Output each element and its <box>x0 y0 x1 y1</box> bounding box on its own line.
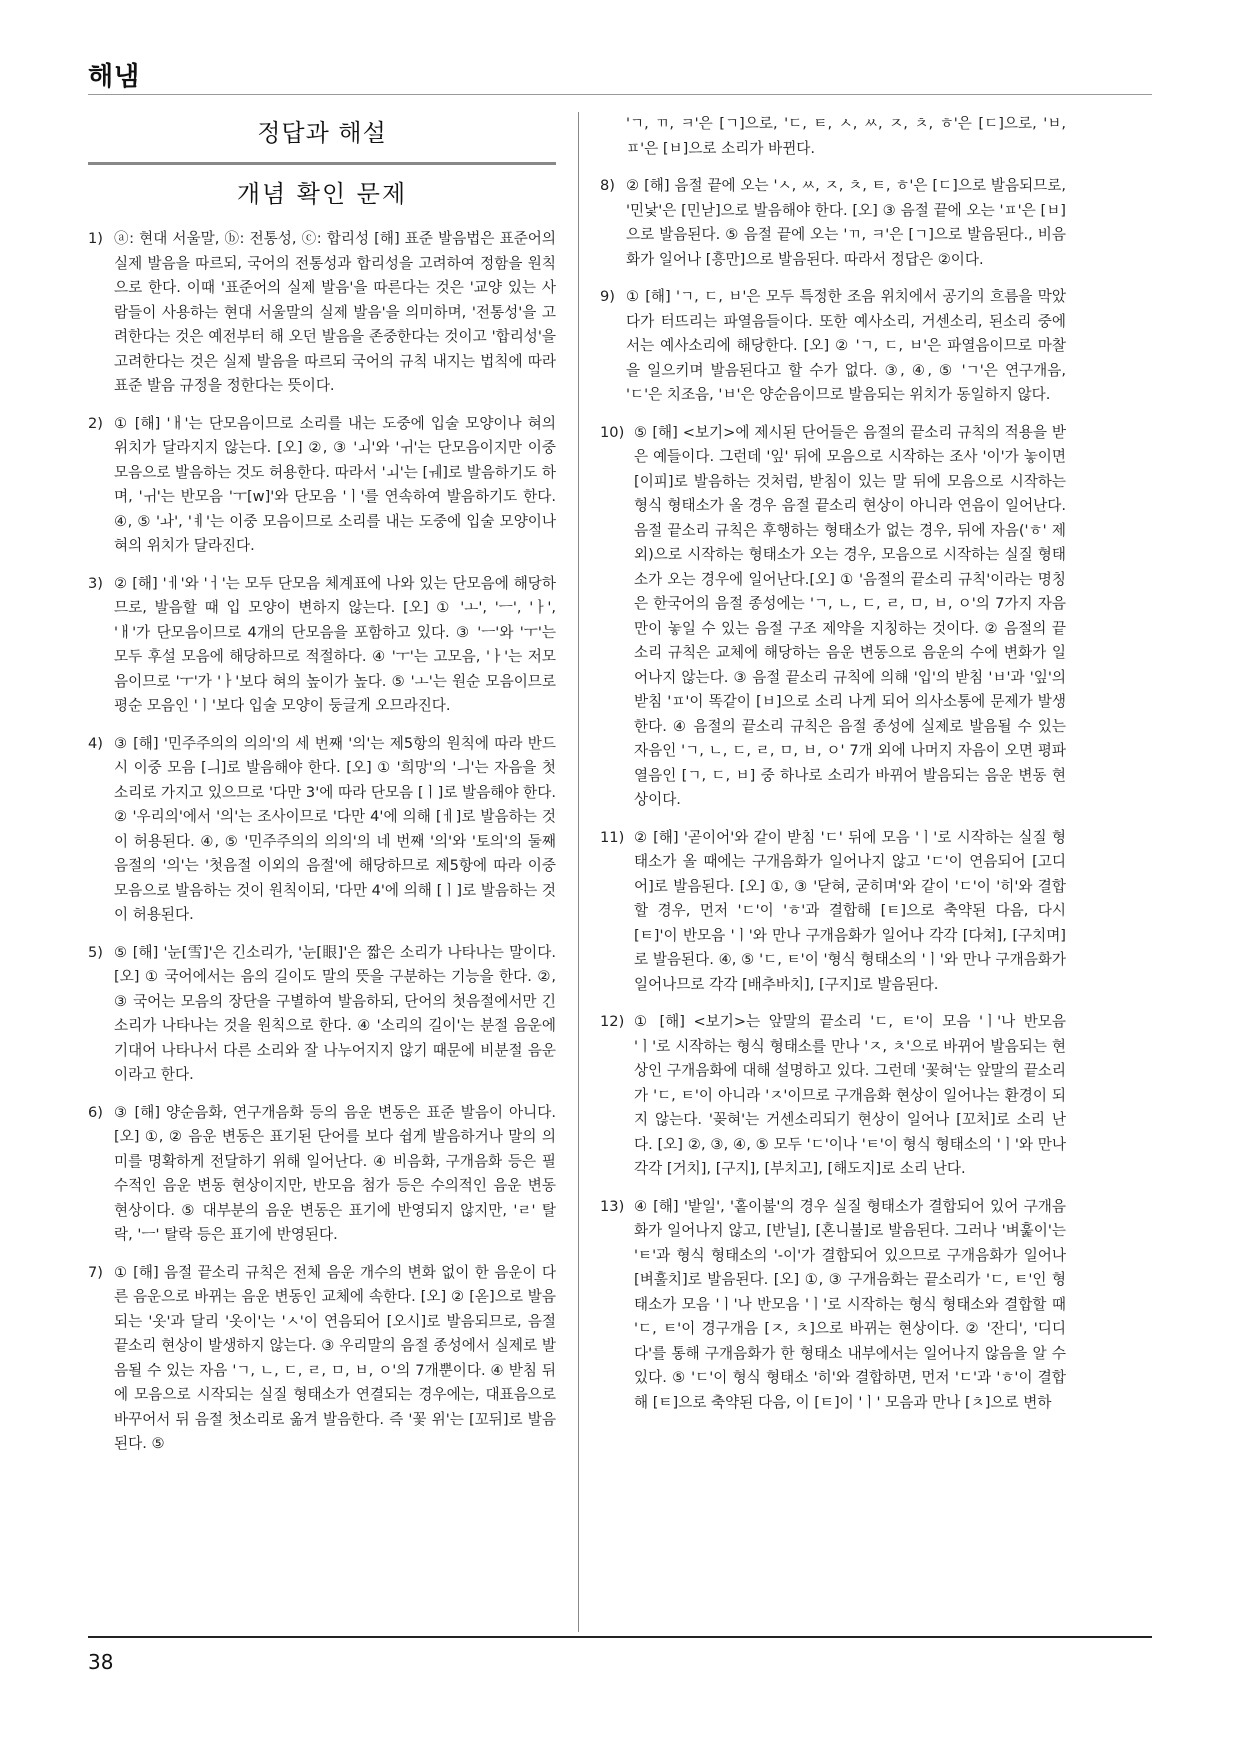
answer-text: ⑤ [해] '눈[雪]'은 긴소리가, '눈[眼]'은 짧은 소리가 나타나는 말이다. [오] ① 국어에서는 음의 길이도 말의 뜻을 구분하는 기능을 한다. ②, ③ 국어는 모음의 장단을 구별하여 발음하되, 단어의 첫음절에서만 긴소리가 나타나는 것을 원칙으로 한다. ④ '소리의 길이'는 분절 음운에 기대어 나타나서 다른 소리와 잘 나누어지지 않기 때문에 비분절 음운이라고 한다. <box>114 943 556 1083</box>
answer-text: ⓐ: 현대 서울말, ⓑ: 전통성, ⓒ: 합리성 [해] 표준 발음법은 표준어의 실제 발음을 따르되, 국어의 전통성과 합리성을 고려하여 정함을 원칙으로 한다. 이때 '표준어의 실제 발음'을 따른다는 것은 '교양 있는 사람들이 사용하는 현대 서울말의 실제 발음'을 의미하며, '전통성'을 고려한다는 것은 예전부터 해 오던 발음을 존중한다는 것이고 '합리성'을 고려한다는 것은 실제 발음을 따르되 국어의 규칙 내지는 법칙에 따라 표준 발음 규정을 정한다는 뜻이다. <box>114 230 556 394</box>
answer-item-6 <box>88 1101 556 1248</box>
answer-text: ① [해] <보기>는 앞말의 끝소리 'ㄷ, ㅌ'이 모음 'ㅣ'나 반모음 'ㅣ'로 시작하는 형식 형태소를 만나 'ㅈ, ㅊ'으로 바뀌어 발음되는 현상인 구개음화에 대해 설명하고 있다. 그런데 '꽃혀'는 앞말의 끝소리가 'ㄷ, ㅌ'이 아니라 'ㅈ'이므로 구개음화 현상이 일어나는 환경이 되지 않는다. '꽂혀'는 거센소리되기 현상이 일어나 [꼬처]로 소리 난다. [오] ②, ③, ④, ⑤ 모두 'ㄷ'이나 'ㅌ'이 형식 형태소의 'ㅣ'와 만나 각각 [거치], [구지], [부치고], [해도지]로 소리 난다. <box>634 1013 1066 1177</box>
answer-item-2 <box>88 412 556 559</box>
publisher-brand: 해냄 <box>88 62 141 92</box>
answer-text: ① [해] 음절 끝소리 규칙은 전체 음운 개수의 변화 없이 한 음운이 다른 음운으로 바뀌는 음운 변동인 교체에 속한다. [오] ② [옫]으로 발음되는 '옷'과 달리 '옷이'는 'ㅅ'이 연음되어 [오시]로 발음되므로, 음절 끝소리 현상이 발생하지 않는다. ③ 우리말의 음절 종성에서 실제로 발음될 수 있는 자음 'ㄱ, ㄴ, ㄷ, ㄹ, ㅁ, ㅂ, ㅇ'의 7개뿐이다. ④ 받침 뒤에 모음으로 시작되는 실질 형태소가 연결되는 경우에는, 대표음으로 바꾸어서 뒤 음절 첫소리로 옮겨 발음한다. 즉 '꽃 위'는 [꼬뒤]로 발음된다. ⑤ <box>114 1263 556 1452</box>
answer-item-13 <box>600 1195 1066 1416</box>
answer-number: 1) <box>88 230 103 247</box>
section-title-underline <box>88 162 556 165</box>
answer-number: 2) <box>88 414 103 432</box>
answer-item-5 <box>88 941 556 1088</box>
answer-text: ③ [해] '민주주의의 의의'의 세 번째 '의'는 제5항의 원칙에 따라 반드시 이중 모음 [ㅢ]로 발음해야 한다. [오] ① '희망'의 'ㅢ'는 자음을 첫소리로 가지고 있으므로 '다만 3'에 따라 단모음 [ㅣ]로 발음해야 한다. ② '우리의'에서 '의'는 조사이므로 '다만 4'에 의해 [ㅔ]로 발음하는 것이 허용된다. ④, ⑤ '민주주의의 의의'의 네 번째 '의'와 '토의'의 둘째 음절의 '의'는 '첫음절 이외의 음절'에 해당하므로 제5항에 따라 이중 모음으로 발음하는 것이 원칙이되, '다만 4'에 의해 [ㅣ]로 발음하는 것이 허용된다. <box>114 734 556 923</box>
column-divider <box>578 112 579 1632</box>
answer-number: 12) <box>600 1013 625 1030</box>
answer-item-10 <box>600 421 1066 813</box>
subsection-title: 개념 확인 문제 <box>236 180 408 208</box>
footer-divider <box>88 1636 1152 1638</box>
answer-text: ② [해] 'ㅔ'와 'ㅓ'는 모두 단모음 체계표에 나와 있는 단모음에 해당하므로, 발음할 때 입 모양이 변하지 않는다. [오] ① 'ㅗ', 'ㅡ', 'ㅏ', 'ㅐ'가 단모음이므로 4개의 단모음을 포함하고 있다. ③ 'ㅡ'와 'ㅜ'는 모두 후설 모음에 해당하므로 적절하다. ④ 'ㅜ'는 고모음, 'ㅏ'는 저모음이므로 'ㅜ'가 'ㅏ'보다 혀의 높이가 높다. ⑤ 'ㅗ'는 원순 모음이므로 평순 모음인 'ㅣ'보다 입술 모양이 둥글게 오므라진다. <box>114 574 556 714</box>
answer-number: 6) <box>88 1103 103 1121</box>
answer-text: ① [해] 'ㄱ, ㄷ, ㅂ'은 모두 특정한 조음 위치에서 공기의 흐름을 막았다가 터뜨리는 파열음들이다. 또한 예사소리, 거센소리, 된소리 중에서는 예사소리에 해당한다. [오] ② 'ㄱ, ㄷ, ㅂ'은 파열음이므로 마찰을 일으키며 발음된다고 할 수가 없다. ③, ④, ⑤ 'ㄱ'은 연구개음, 'ㄷ'은 치조음, 'ㅂ'은 양순음이므로 발음되는 위치가 동일하지 않다. <box>626 288 1066 403</box>
answer-text: ② [해] 음절 끝에 오는 'ㅅ, ㅆ, ㅈ, ㅊ, ㅌ, ㅎ'은 [ㄷ]으로 발음되므로, '민낯'은 [민낟]으로 발음해야 한다. [오] ③ 음절 끝에 오는 'ㅍ'은 [ㅂ]으로 발음된다. ⑤ 음절 끝에 오는 'ㄲ, ㅋ'은 [ㄱ]으로 발음된다., 비음화가 일어나 [흥만]으로 발음된다. 따라서 정답은 ②이다. <box>626 177 1066 268</box>
answer-item-4 <box>88 732 556 928</box>
answer-item-9 <box>600 285 1066 408</box>
page-number: 38 <box>88 1650 114 1674</box>
answer-item-3 <box>88 572 556 719</box>
answer-item-12 <box>600 1010 1066 1182</box>
answer-number: 5) <box>88 943 103 961</box>
answer-number: 10) <box>600 423 625 441</box>
answer-number: 7) <box>88 1263 103 1281</box>
answer-number: 4) <box>88 734 103 752</box>
answer-number: 11) <box>600 828 625 846</box>
answer-item-8 <box>600 174 1066 272</box>
answer-item-11 <box>600 826 1066 998</box>
answer-text: ⑤ [해] <보기>에 제시된 단어들은 음절의 끝소리 규칙의 적용을 받은 예들이다. 그런데 '잎' 뒤에 모음으로 시작하는 조사 '이'가 놓이면 [이피]로 발음하는 것처럼, 받침이 있는 말 뒤에 모음으로 시작하는 형식 형태소가 올 경우 음절 끝소리 현상이 아니라 연음이 일어난다. 음절 끝소리 규칙은 후행하는 형태소가 없는 경우, 뒤에 자음('ㅎ' 제외)으로 시작하는 형태소가 오는 경우, 모음으로 시작하는 실질 형태소가 오는 경우에 일어난다.[오] ① '음절의 끝소리 규칙'이라는 명칭은 한국어의 음절 종성에는 'ㄱ, ㄴ, ㄷ, ㄹ, ㅁ, ㅂ, ㅇ'의 7가지 자음만이 놓일 수 있는 음절 구조 제약을 지칭하는 것이다. ② 음절의 끝소리 규칙은 교체에 해당하는 음운 변동으로 음운의 수에 변화가 일어나지 않는다. ③ 음절 끝소리 규칙에 의해 '입'의 받침 'ㅂ'과 '잎'의 받침 'ㅍ'이 똑같이 [ㅂ]으로 소리 나게 되어 의사소통에 문제가 발생한다. ④ 음절의 끝소리 규칙은 음절 종성에 실제로 발음될 수 있는 자음인 'ㄱ, ㄴ, ㄷ, ㄹ, ㅁ, ㅂ, ㅇ' 7개 외에 나머지 자음이 오면 평파열음인 [ㄱ, ㄷ, ㅂ] 중 하나로 소리가 바뀌어 발음되는 음운 변동 현상이다. <box>634 423 1066 808</box>
answer-number: 3) <box>88 574 103 592</box>
answer-number: 9) <box>600 288 615 305</box>
section-title: 정답과 해설 <box>257 119 387 147</box>
answer-text: ② [해] '곧이어'와 같이 받침 'ㄷ' 뒤에 모음 'ㅣ'로 시작하는 실질 형태소가 올 때에는 구개음화가 일어나지 않고 'ㄷ'이 연음되어 [고디어]로 발음된다. [오] ①, ③ '닫혀, 굳히며'와 같이 'ㄷ'이 '히'와 결합할 경우, 먼저 'ㄷ'이 'ㅎ'과 결합해 [ㅌ]으로 축약된 다음, 다시 [ㅌ]'이 반모음 'ㅣ'와 만나 구개음화가 일어나 각각 [다쳐], [구치며]로 발음된다. ④, ⑤ 'ㄷ, ㅌ'이 '형식 형태소의 'ㅣ'와 만나 구개음화가 일어나므로 각각 [배추바치], [구지]로 발음된다. <box>634 828 1066 993</box>
answer-item-1 <box>88 227 556 399</box>
answer-text: ④ [해] '밭일', '홑이불'의 경우 실질 형태소가 결합되어 있어 구개음화가 일어나지 않고, [반닐], [혼니불]로 발음된다. 그러나 '벼훑이'는 'ㅌ'과 형식 형태소의 '-이'가 결합되어 있으므로 구개음화가 일어나 [벼훌치]로 발음된다. [오] ①, ③ 구개음화는 끝소리가 'ㄷ, ㅌ'인 형태소가 모음 'ㅣ'나 반모음 'ㅣ'로 시작하는 형식 형태소와 결합할 때 'ㄷ, ㅌ'이 경구개음 [ㅈ, ㅊ]으로 바뀌는 현상이다. ② '잔디', '디디다'를 통해 구개음화가 한 형태소 내부에서는 일어나지 않음을 알 수 있다. ⑤ 'ㄷ'이 형식 형태소 '히'와 결합하면, 먼저 'ㄷ'과 'ㅎ'이 결합해 [ㅌ]으로 축약된 다음, 이 [ㅌ]이 'ㅣ' 모음과 만나 [ㅊ]으로 변하 <box>634 1197 1066 1411</box>
right-column <box>600 112 1066 1428</box>
answer-item-7 <box>88 1261 556 1457</box>
answer-number: 13) <box>600 1197 625 1215</box>
left-column <box>88 112 556 1470</box>
answer-7-continuation: 'ㄱ, ㄲ, ㅋ'은 [ㄱ]으로, 'ㄷ, ㅌ, ㅅ, ㅆ, ㅈ, ㅊ, ㅎ'은 [ㄷ]으로, 'ㅂ, ㅍ'은 [ㅂ]으로 소리가 바뀐다. <box>626 115 1066 157</box>
answer-number: 8) <box>600 177 615 194</box>
header-divider <box>88 94 1152 95</box>
answer-text: ③ [해] 양순음화, 연구개음화 등의 음운 변동은 표준 발음이 아니다. [오] ①, ② 음운 변동은 표기된 단어를 보다 쉽게 발음하거나 말의 의미를 명확하게 전달하기 위해 일어난다. ④ 비음화, 구개음화 등은 필수적인 음운 변동 현상이지만, 반모음 첨가 등은 수의적인 음운 변동 현상이다. ⑤ 대부분의 음운 변동은 표기에 반영되지 않지만, 'ㄹ' 탈락, 'ㅡ' 탈락 등은 표기에 반영된다. <box>114 1103 556 1243</box>
answer-text: ① [해] 'ㅐ'는 단모음이므로 소리를 내는 도중에 입술 모양이나 혀의 위치가 달라지지 않는다. [오] ②, ③ 'ㅚ'와 'ㅟ'는 단모음이지만 이중 모음으로 발음하는 것도 허용한다. 따라서 'ㅚ'는 [ㅞ]로 발음하기도 하며, 'ㅟ'는 반모음 'ㅜ[w]'와 단모음 'ㅣ'를 연속하여 발음하기도 한다. ④, ⑤ 'ㅘ', 'ㅖ'는 이중 모음이므로 소리를 내는 도중에 입술 모양이나 혀의 위치가 달라진다. <box>114 414 556 554</box>
